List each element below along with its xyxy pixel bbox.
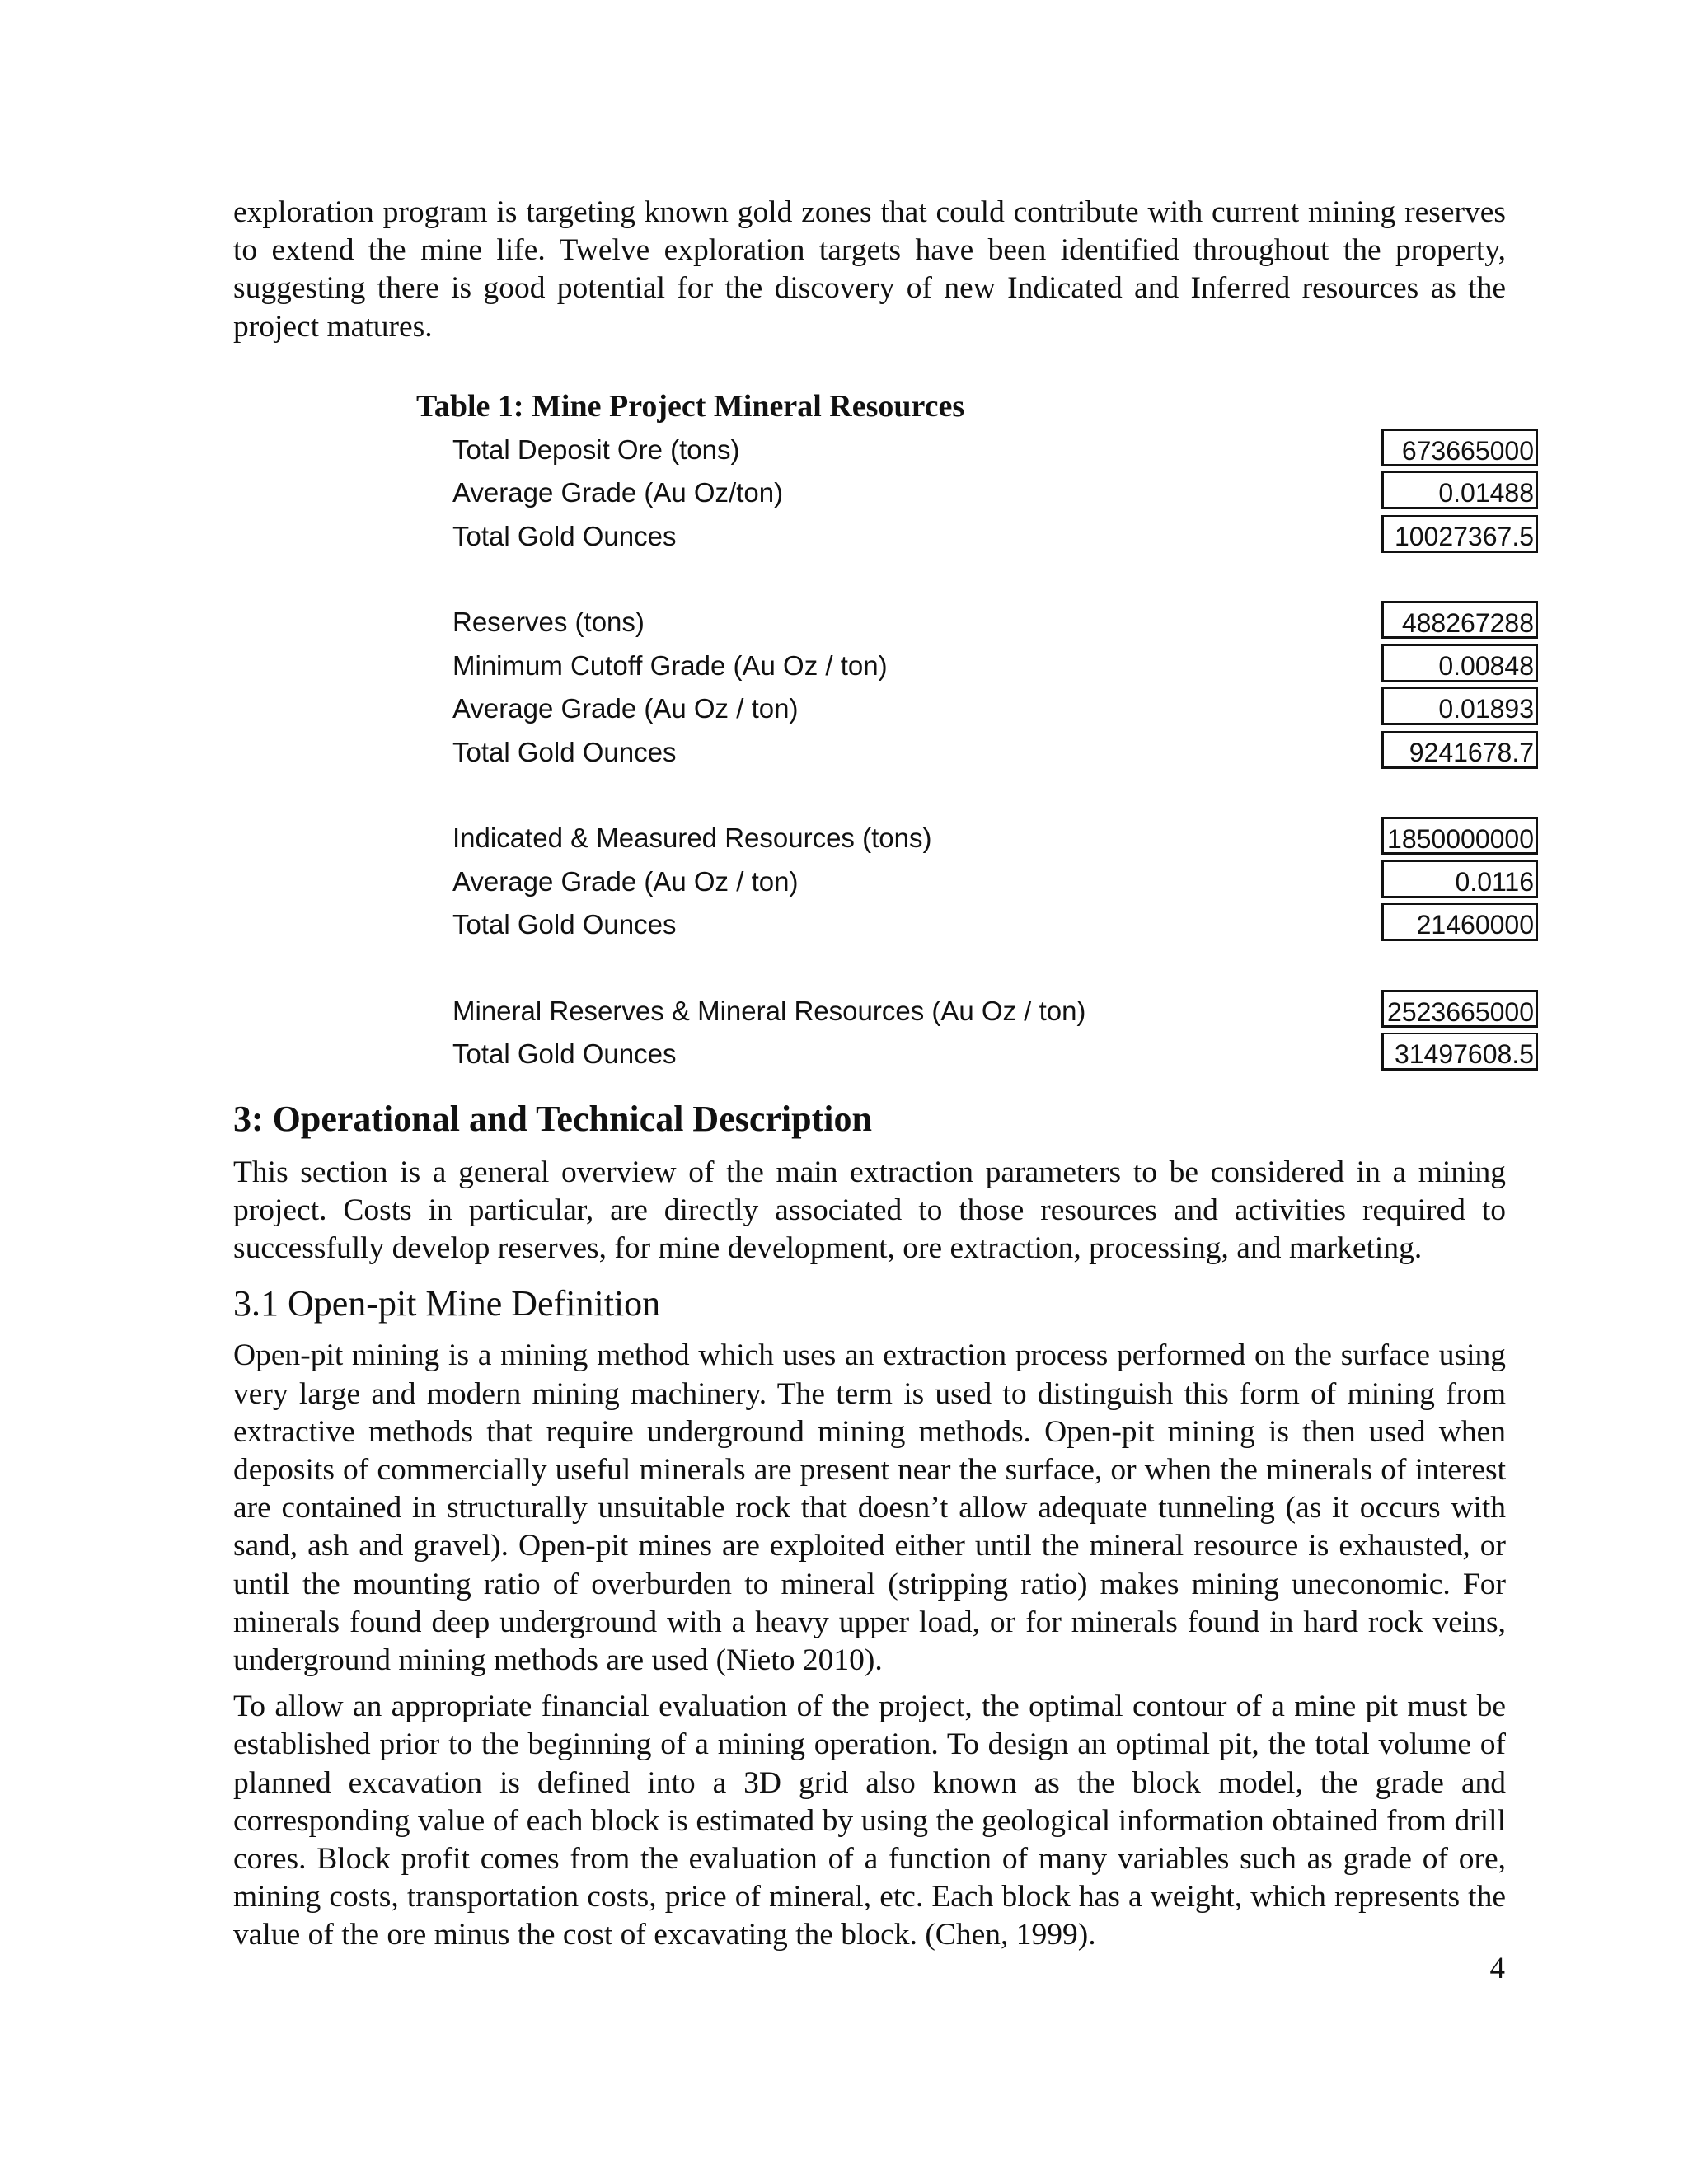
row-value: 10027367.5 <box>1381 515 1538 553</box>
row-label: Total Gold Ounces <box>452 736 677 767</box>
table-group-indicated-measured <box>452 817 1538 947</box>
section-3-1-paragraph-1: Open-pit mining is a mining method which uses an extraction process performed on the surface using very large and modern mining machinery. The term is used to distinguish this form of mining from extractive methods that require underground mining methods. Open-pit mining is then used when deposits of commercially useful minerals are present near the surface, or when the minerals of interest are contained in structurally unsuitable rock that doesn’t allow adequate tunneling (as it occurs with sand, ash and gravel). Open-pit mines are exploited either until the mineral resource is exhausted, or until the mounting ratio of overburden to mineral (stripping ratio) makes mining uneconomic. For minerals found deep underground with a heavy upper load, or for minerals found in hard rock veins, underground mining methods are used (Nieto 2010). <box>233 1338 1506 1678</box>
row-value: 1850000000 <box>1381 817 1538 855</box>
section-3-1-paragraph-2: To allow an appropriate financial evaluation of the project, the optimal contour of a mine pit must be established prior to the beginning of a mining operation. To design an optimal pit, the total volume of planned excavation is defined into a 3D grid also known as the block model, the grade and corresponding value of each block is estimated by using the geological information obtained from drill cores. Block profit comes from the evaluation of a function of many variables such as grade of ore, mining costs, transportation costs, price of mineral, etc. Each block has a weight, which represents the value of the ore minus the cost of excavating the block. (Chen, 1999). <box>233 1690 1506 1952</box>
table-row <box>452 429 1538 472</box>
table-row <box>452 903 1538 947</box>
row-value: 0.01488 <box>1381 471 1538 509</box>
intro-paragraph: exploration program is targeting known gold zones that could contribute with current mining reserves to extend the mine life. Twelve exploration targets have been identified throughout the property, suggesting there is good potential for the discovery of new Indicated and Inferred resources as the project matures. <box>233 195 1506 344</box>
page-number: 4 <box>1489 1952 1505 1985</box>
row-value: 31497608.5 <box>1381 1033 1538 1071</box>
table-row <box>452 1033 1538 1076</box>
section-3-paragraph: This section is a general overview of the main extraction parameters to be considered in a mining project. Costs in particular, are directly associated to those resources and activities required to successfully develop reserves, for mine development, ore extraction, processing, and marketing. <box>233 1155 1506 1266</box>
row-label: Total Gold Ounces <box>452 520 677 551</box>
table-group-reserves <box>452 601 1538 774</box>
table-group-totals <box>452 990 1538 1076</box>
section-3-heading: 3: Operational and Technical Description <box>233 1098 872 1139</box>
table-group-deposit <box>452 429 1538 559</box>
row-label: Total Gold Ounces <box>452 909 677 940</box>
row-value: 673665000 <box>1381 429 1538 466</box>
table-row <box>452 860 1538 904</box>
section-3-1-heading: 3.1 Open-pit Mine Definition <box>233 1283 661 1324</box>
table-title: Table 1: Mine Project Mineral Resources <box>416 388 965 424</box>
page-content <box>233 194 1534 1955</box>
table-row <box>452 515 1538 559</box>
row-label: Indicated & Measured Resources (tons) <box>452 823 932 854</box>
row-label: Mineral Reserves & Mineral Resources (Au Oz / ton) <box>452 995 1086 1026</box>
row-label: Average Grade (Au Oz/ton) <box>452 477 784 509</box>
table-row <box>452 990 1538 1033</box>
row-label: Average Grade (Au Oz / ton) <box>452 865 799 897</box>
mineral-resources-table <box>452 429 1538 1076</box>
row-value: 9241678.7 <box>1381 731 1538 769</box>
row-label: Average Grade (Au Oz / ton) <box>452 693 799 724</box>
row-value: 0.01893 <box>1381 687 1538 725</box>
row-label: Minimum Cutoff Grade (Au Oz / ton) <box>452 649 888 681</box>
row-value: 2523665000 <box>1381 990 1538 1028</box>
table-row <box>452 471 1538 515</box>
row-value: 0.0116 <box>1381 860 1538 898</box>
table-row <box>452 687 1538 731</box>
table-row <box>452 817 1538 860</box>
row-label: Total Gold Ounces <box>452 1038 677 1070</box>
row-label: Total Deposit Ore (tons) <box>452 434 740 465</box>
row-label: Reserves (tons) <box>452 607 645 638</box>
row-value: 488267288 <box>1381 601 1538 639</box>
table-row <box>452 731 1538 775</box>
table-row <box>452 601 1538 644</box>
row-value: 0.00848 <box>1381 644 1538 682</box>
row-value: 21460000 <box>1381 903 1538 941</box>
table-row <box>452 644 1538 688</box>
